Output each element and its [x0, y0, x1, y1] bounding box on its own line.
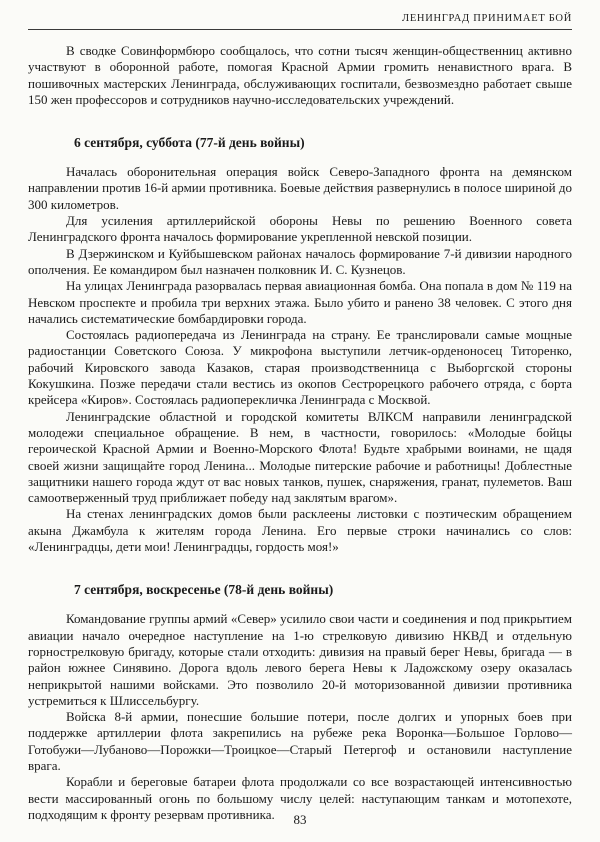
paragraph: Для усиления артиллерийской обороны Невы по решению Военного совета Ленинградского фронта началось формирование укрепленной невской позиции.: [28, 213, 572, 245]
paragraph: Состоялась радиопередача из Ленинграда на страну. Ее транслировали самые мощные радиостанции Советского Союза. У микрофона выступили летчик-орденоносец Титоренко, рабочий Кировского завода Казаков, старая производственница с Выборгской стороны Кокушкина. Позже передачи стали вестись из окопов Сестрорецкого рабочего отряда, с борта крейсера «Киров». Состоялась радиоперекличка Ленинграда с Москвой.: [28, 327, 572, 408]
page-number: 83: [293, 812, 307, 827]
paragraph: На улицах Ленинграда разорвалась первая авиационная бомба. Она попала в дом № 119 на Невском проспекте и пробила три верхних этажа. Было убито и ранено 38 человек. С этого дня начались систематические бомбардировки города.: [28, 278, 572, 326]
section-heading-sept-6: 6 сентября, суббота (77-й день войны): [74, 135, 305, 151]
paragraph: Командование группы армий «Север» усилило свои части и соединения и под прикрытием авиации начало очередное наступление на 1-ю стрелковую дивизию НКВД и отдельную горнострелковую бригаду, которые стали отходить: дивизия на правый берег Невы, бригада — в район южнее Синявино. Дорога вдоль левого берега Невы к Ладожскому озеру оказалась неприкрытой нашими войсками. Это позволило 20-й моторизованной дивизии противника устремиться к Шлиссельбургу.: [28, 611, 572, 708]
paragraph: В сводке Совинформбюро сообщалось, что сотни тысяч женщин-общественниц активно участвуют в оборонной работе, помогая Красной Армии громить ненавистного врага. В пошивочных мастерских Ленинграда, обслуживающих госпитали, безвозмездно работает свыше 150 жен профессоров и сотрудников научно-исследовательских учреждений.: [28, 43, 572, 107]
section-heading-sept-7: 7 сентября, воскресенье (78-й день войны): [74, 582, 334, 598]
paragraph: Ленинградские областной и городской комитеты ВЛКСМ направили ленинградской молодежи специальное обращение. В нем, в частности, говорилось: «Молодые бойцы героической Красной Армии и Военно-Морского Флота! Будьте храбрыми воинами, не щадя своей жизни защищайте город Ленина... Молодые питерские рабочие и работницы! Доблестные защитники нашего города ждут от вас новых танков, пушек, снаряжения, гранат, пулеметов. Ваш самоотверженный труд приближает победу над заклятым врагом».: [28, 408, 572, 506]
paragraph: Корабли и береговые батареи флота продолжали со все возрастающей интенсивностью вести массированный огонь по большому числу целей: наступающим танкам и мотопехоте, подходящим к фронту резервам противника.: [28, 774, 572, 822]
paragraph: В Дзержинском и Куйбышевском районах началось формирование 7-й дивизии народного ополчения. Ее командиром был назначен полковник И. С. Кузнецов.: [28, 245, 572, 277]
paragraph: Войска 8-й армии, понесшие большие потери, после долгих и упорных боев при поддержке артиллерии флота закрепились на рубеже река Воронка—Большое Горлово—Готобужи—Лубаново—Порожки—Троицкое—Старый Петергоф и остановили наступление врага.: [28, 709, 572, 773]
page-body: [28, 43, 572, 823]
paragraph: На стенах ленинградских домов были расклеены листовки с поэтическим обращением акына Джамбула к жителям города Ленина. Его первые строки начинались со слов: «Ленинградцы, дети мои! Ленинградцы, гордость моя!»: [28, 506, 572, 555]
paragraph: Началась оборонительная операция войск Северо-Западного фронта на демянском направлении против 16-й армии противника. Боевые действия развернулись в полосе шириной до 300 километров.: [28, 164, 572, 212]
running-header: ЛЕНИНГРАД ПРИНИМАЕТ БОЙ: [28, 13, 572, 30]
